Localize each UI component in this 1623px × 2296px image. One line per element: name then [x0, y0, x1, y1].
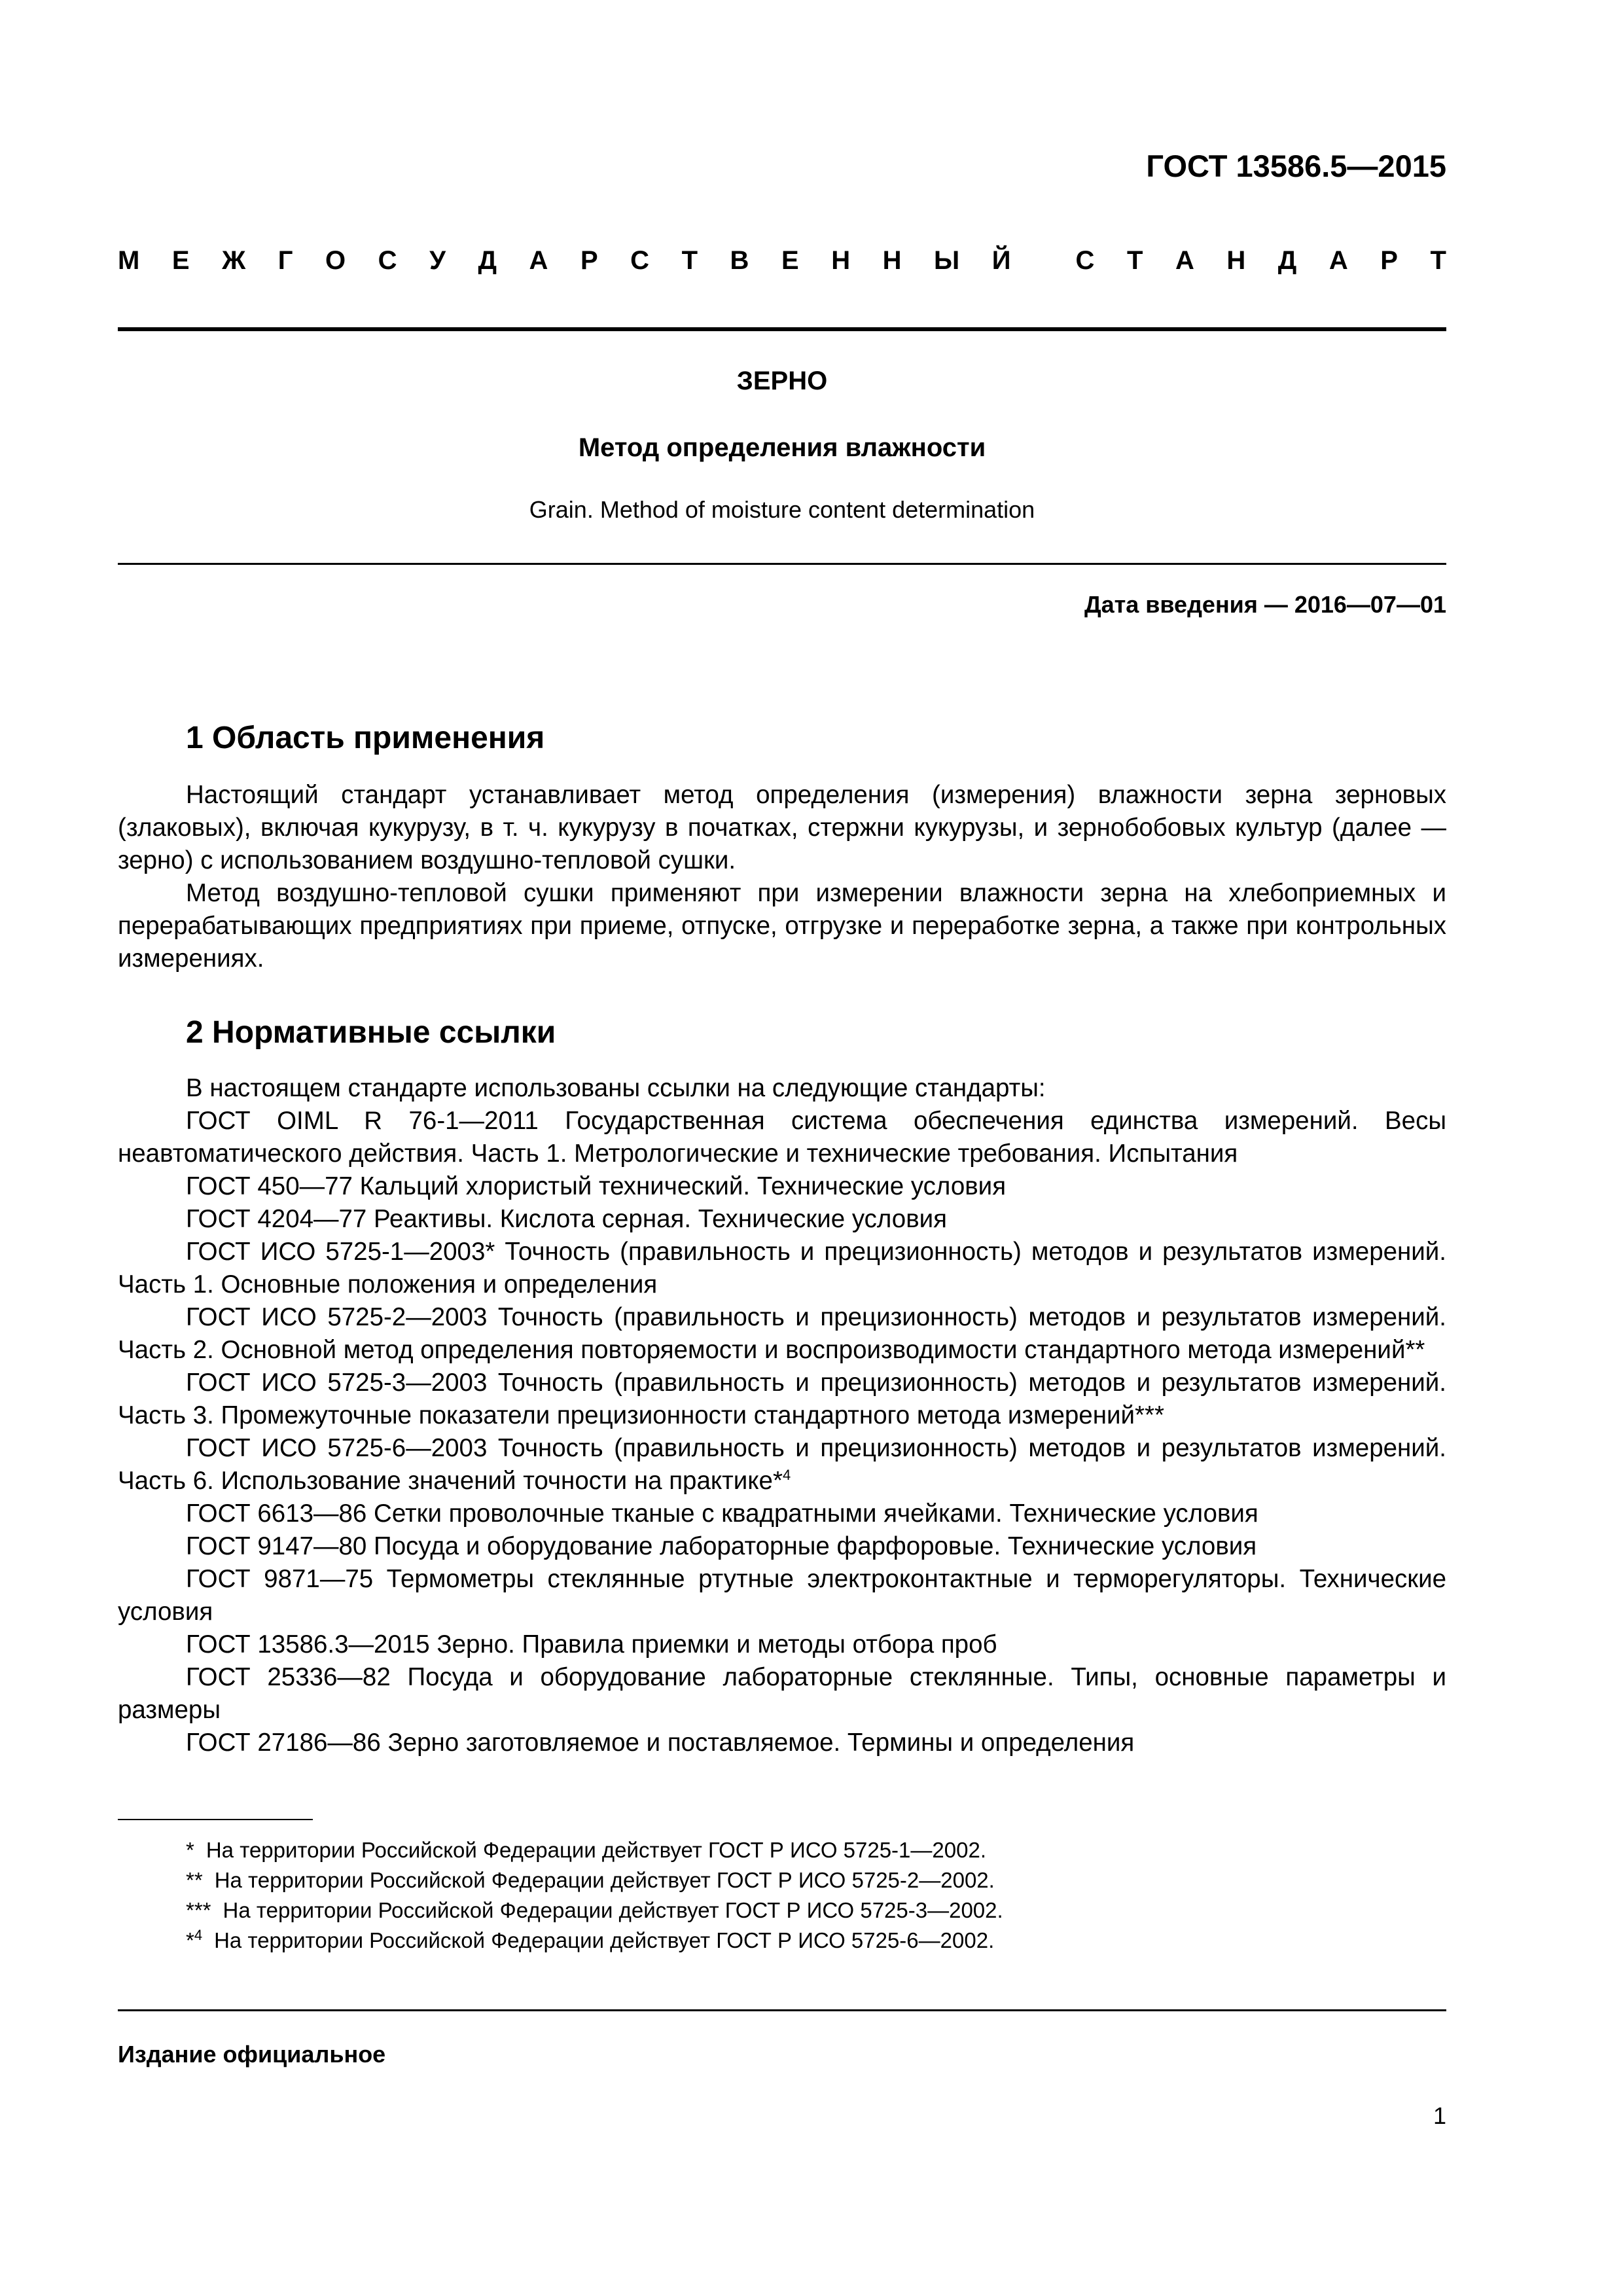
footnote: [186, 1865, 1003, 1895]
reference-text: ГОСТ ИСО 5725-6—2003 Точность (правильность и прецизионность) методов и результатов измерений. Часть 6. Использование значений точности на практике*: [118, 1434, 1446, 1495]
letter: У: [429, 246, 446, 275]
introduction-date: Дата введения — 2016—07—01: [1084, 591, 1446, 618]
letter: М: [118, 246, 140, 275]
footnote-mark: *: [186, 1838, 194, 1862]
letter: Г: [277, 246, 293, 275]
letter: Т: [681, 246, 698, 275]
letter: Е: [781, 246, 799, 275]
footnote-text: На территории Российской Федерации действует ГОСТ Р ИСО 5725-6—2002.: [214, 1928, 995, 1952]
letter: А: [1175, 246, 1194, 275]
letter: Д: [1277, 246, 1297, 275]
footnote-mark: **: [186, 1868, 203, 1892]
reference-item: ГОСТ ИСО 5725-1—2003* Точность (правильность и прецизионность) методов и результатов измерений. Часть 1. Основные положения и определения: [118, 1238, 1446, 1299]
letter: О: [325, 246, 346, 275]
reference-item: [118, 1432, 1446, 1498]
footnote: [186, 1835, 1003, 1865]
section-2-body: [118, 1072, 1446, 1759]
footnote: [186, 1895, 1003, 1926]
reference-item: ГОСТ 4204—77 Реактивы. Кислота серная. Технические условия: [186, 1205, 948, 1233]
footnote-text: На территории Российской Федерации действует ГОСТ Р ИСО 5725-2—2002.: [214, 1868, 995, 1892]
paragraph: Метод воздушно-тепловой сушки применяют при измерении влажности зерна на хлебоприемных и перерабатывающих предприятиях при приеме, отпуске, отгрузке и переработке зерна, а также при контрольных измерениях.: [118, 879, 1446, 973]
document-number: ГОСТ 13586.5—2015: [1146, 149, 1446, 183]
standard-type-heading: [118, 246, 1446, 276]
letter: Н: [882, 246, 902, 275]
letter: Р: [580, 246, 598, 275]
header-divider: [118, 327, 1446, 331]
letter: Т: [1126, 246, 1143, 275]
reference-item: ГОСТ 9147—80 Посуда и оборудование лабораторные фарфоровые. Технические условия: [186, 1532, 1257, 1560]
letter: Р: [1380, 246, 1398, 275]
letter: Й: [991, 246, 1011, 275]
letter: С: [630, 246, 650, 275]
letter: А: [1329, 246, 1348, 275]
letter: А: [529, 246, 548, 275]
footnotes: [186, 1835, 1003, 1956]
section-1-heading: 1 Область применения: [186, 721, 545, 755]
document-subtitle: Метод определения влажности: [578, 433, 986, 462]
footnote-mark: *$^4$: [186, 1927, 203, 1952]
letter: С: [1075, 246, 1095, 275]
reference-item: ГОСТ OIML R 76-1—2011 Государственная система обеспечения единства измерений. Весы неавтоматического действия. Часть 1. Метрологические и технические требования. Испытания: [118, 1107, 1446, 1168]
footnote-divider: [118, 1819, 313, 1820]
section-2-heading: 2 Нормативные ссылки: [186, 1015, 556, 1050]
reference-item: ГОСТ 9871—75 Термометры стеклянные ртутные электроконтактные и терморегуляторы. Технические условия: [118, 1565, 1446, 1626]
letter: Т: [1430, 246, 1446, 275]
paragraph: Настоящий стандарт устанавливает метод определения (измерения) влажности зерна зерновых (злаковых), включая кукурузу, в т. ч. кукурузу в початках, стержни кукурузы, и зернобобовых культур (далее — зерно) с использованием воздушно-тепловой сушки.: [118, 781, 1446, 874]
letter: С: [378, 246, 397, 275]
reference-item: ГОСТ 27186—86 Зерно заготовляемое и поставляемое. Термины и определения: [186, 1729, 1135, 1757]
reference-item: ГОСТ 25336—82 Посуда и оборудование лабораторные стеклянные. Типы, основные параметры и размеры: [118, 1663, 1446, 1724]
footer-divider: [118, 2009, 1446, 2011]
english-title: Grain. Method of moisture content determination: [529, 496, 1035, 523]
letter: В: [730, 246, 749, 275]
footnote-marker: 4: [782, 1467, 791, 1484]
letter: Н: [1226, 246, 1246, 275]
footnote-text: На территории Российской Федерации действует ГОСТ Р ИСО 5725-1—2002.: [205, 1838, 986, 1862]
footnote: [186, 1926, 1003, 1956]
title-divider: [118, 563, 1446, 565]
reference-item: ГОСТ ИСО 5725-3—2003 Точность (правильность и прецизионность) методов и результатов измерений. Часть 3. Промежуточные показатели прецизионности стандартного метода измерений***: [118, 1369, 1446, 1429]
letter: Ы: [934, 246, 960, 275]
letter: Е: [171, 246, 190, 275]
section-2-intro: В настоящем стандарте использованы ссылки на следующие стандарты:: [186, 1074, 1046, 1102]
letter: Н: [831, 246, 851, 275]
footnote-mark: ***: [186, 1898, 211, 1922]
section-1-body: [118, 779, 1446, 975]
letter: Д: [478, 246, 497, 275]
document-title: ЗЕРНО: [736, 367, 828, 395]
reference-item: ГОСТ 13586.3—2015 Зерно. Правила приемки и методы отбора проб: [186, 1630, 997, 1659]
reference-item: ГОСТ 6613—86 Сетки проволочные тканые с квадратными ячейками. Технические условия: [186, 1499, 1258, 1528]
reference-item: ГОСТ ИСО 5725-2—2003 Точность (правильность и прецизионность) методов и результатов измерений. Часть 2. Основной метод определения повторяемости и воспроизводимости стандартного метода измерений**: [118, 1303, 1446, 1364]
edition-label: Издание официальное: [118, 2041, 386, 2068]
reference-item: ГОСТ 450—77 Кальций хлористый технический. Технические условия: [186, 1172, 1007, 1200]
footnote-text: На территории Российской Федерации действует ГОСТ Р ИСО 5725-3—2002.: [223, 1898, 1003, 1922]
page-number: 1: [1433, 2102, 1446, 2129]
letter: Ж: [222, 246, 246, 275]
